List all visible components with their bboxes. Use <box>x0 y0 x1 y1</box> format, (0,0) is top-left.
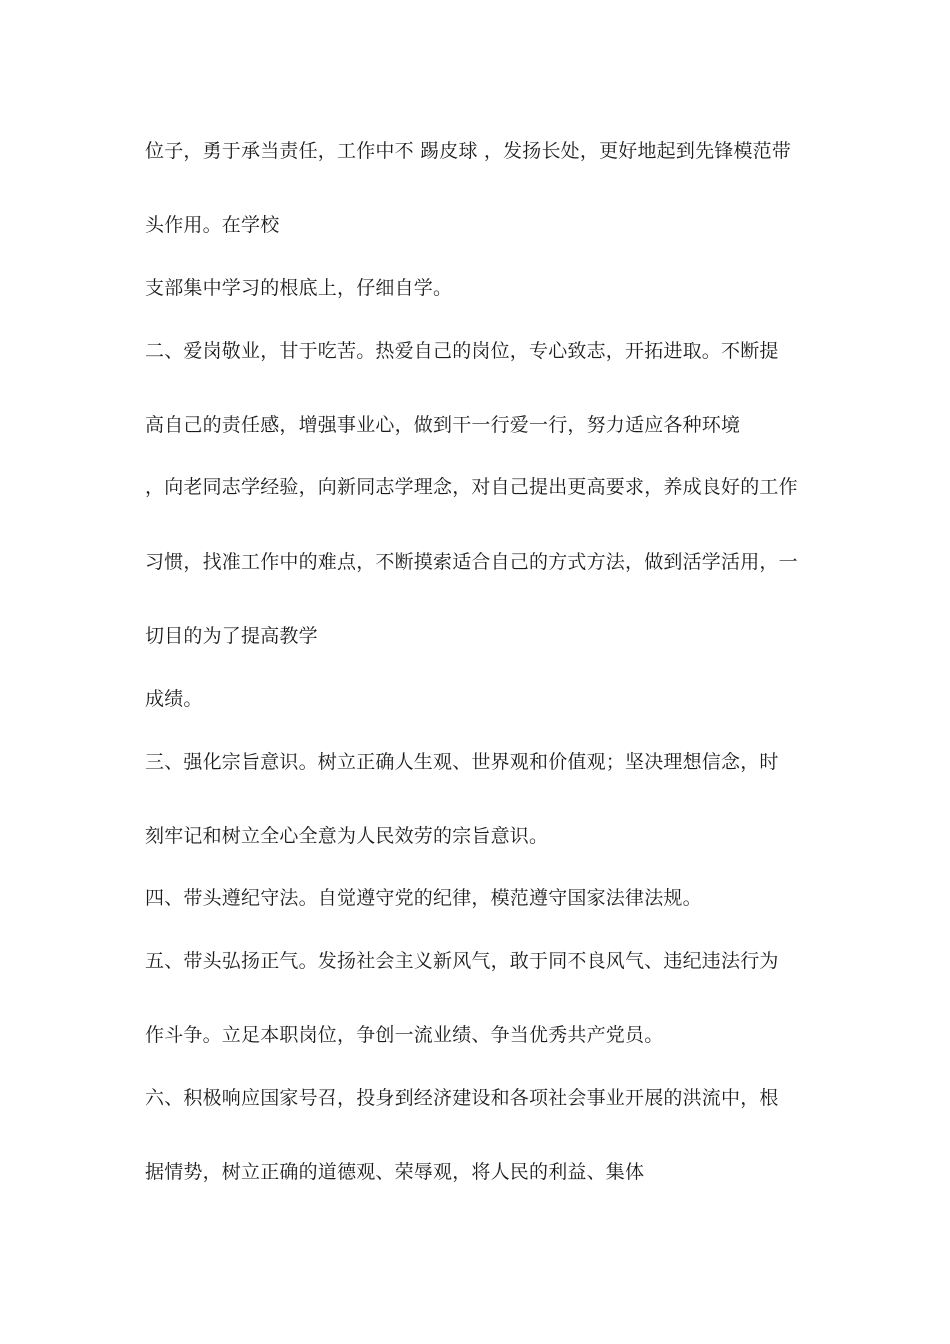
text-line: ，向老同志学经验，向新同志学理念，对自己提出更高要求，养成良好的工作 <box>145 476 798 498</box>
text-line: 位子，勇于承当责任，工作中不 踢皮球 ，发扬长处，更好地起到先锋模范带 <box>145 140 792 162</box>
text-line: 作斗争。立足本职岗位，争创一流业绩、争当优秀共产党员。 <box>145 1024 664 1046</box>
text-line: 据情势，树立正确的道德观、荣辱观，将人民的利益、集体 <box>145 1161 645 1183</box>
text-line: 刻牢记和树立全心全意为人民效劳的宗旨意识。 <box>145 825 549 847</box>
text-line: 支部集中学习的根底上，仔细自学。 <box>145 277 453 299</box>
paragraph-heading-5: 五、带头弘扬正气。发扬社会主义新风气，敢于同不良风气、违纪违法行为 <box>145 950 779 972</box>
text-line: 头作用。在学校 <box>145 214 280 236</box>
text-line: 切目的为了提高教学 <box>145 625 318 647</box>
paragraph-heading-2: 二、爱岗敬业，甘于吃苦。热爱自己的岗位，专心致志，开拓进取。不断提 <box>145 340 779 362</box>
text-line: 习惯，找准工作中的难点，不断摸索适合自己的方式方法，做到活学活用，一 <box>145 551 798 573</box>
paragraph-heading-3: 三、强化宗旨意识。树立正确人生观、世界观和价值观；坚决理想信念，时 <box>145 751 779 773</box>
text-line: 成绩。 <box>145 688 203 710</box>
paragraph-heading-4: 四、带头遵纪守法。自觉遵守党的纪律，模范遵守国家法律法规。 <box>145 887 702 909</box>
paragraph-heading-6: 六、积极响应国家号召，投身到经济建设和各项社会事业开展的洪流中，根 <box>145 1087 779 1109</box>
text-line: 高自己的责任感，增强事业心，做到干一行爱一行，努力适应各种环境 <box>145 414 741 436</box>
